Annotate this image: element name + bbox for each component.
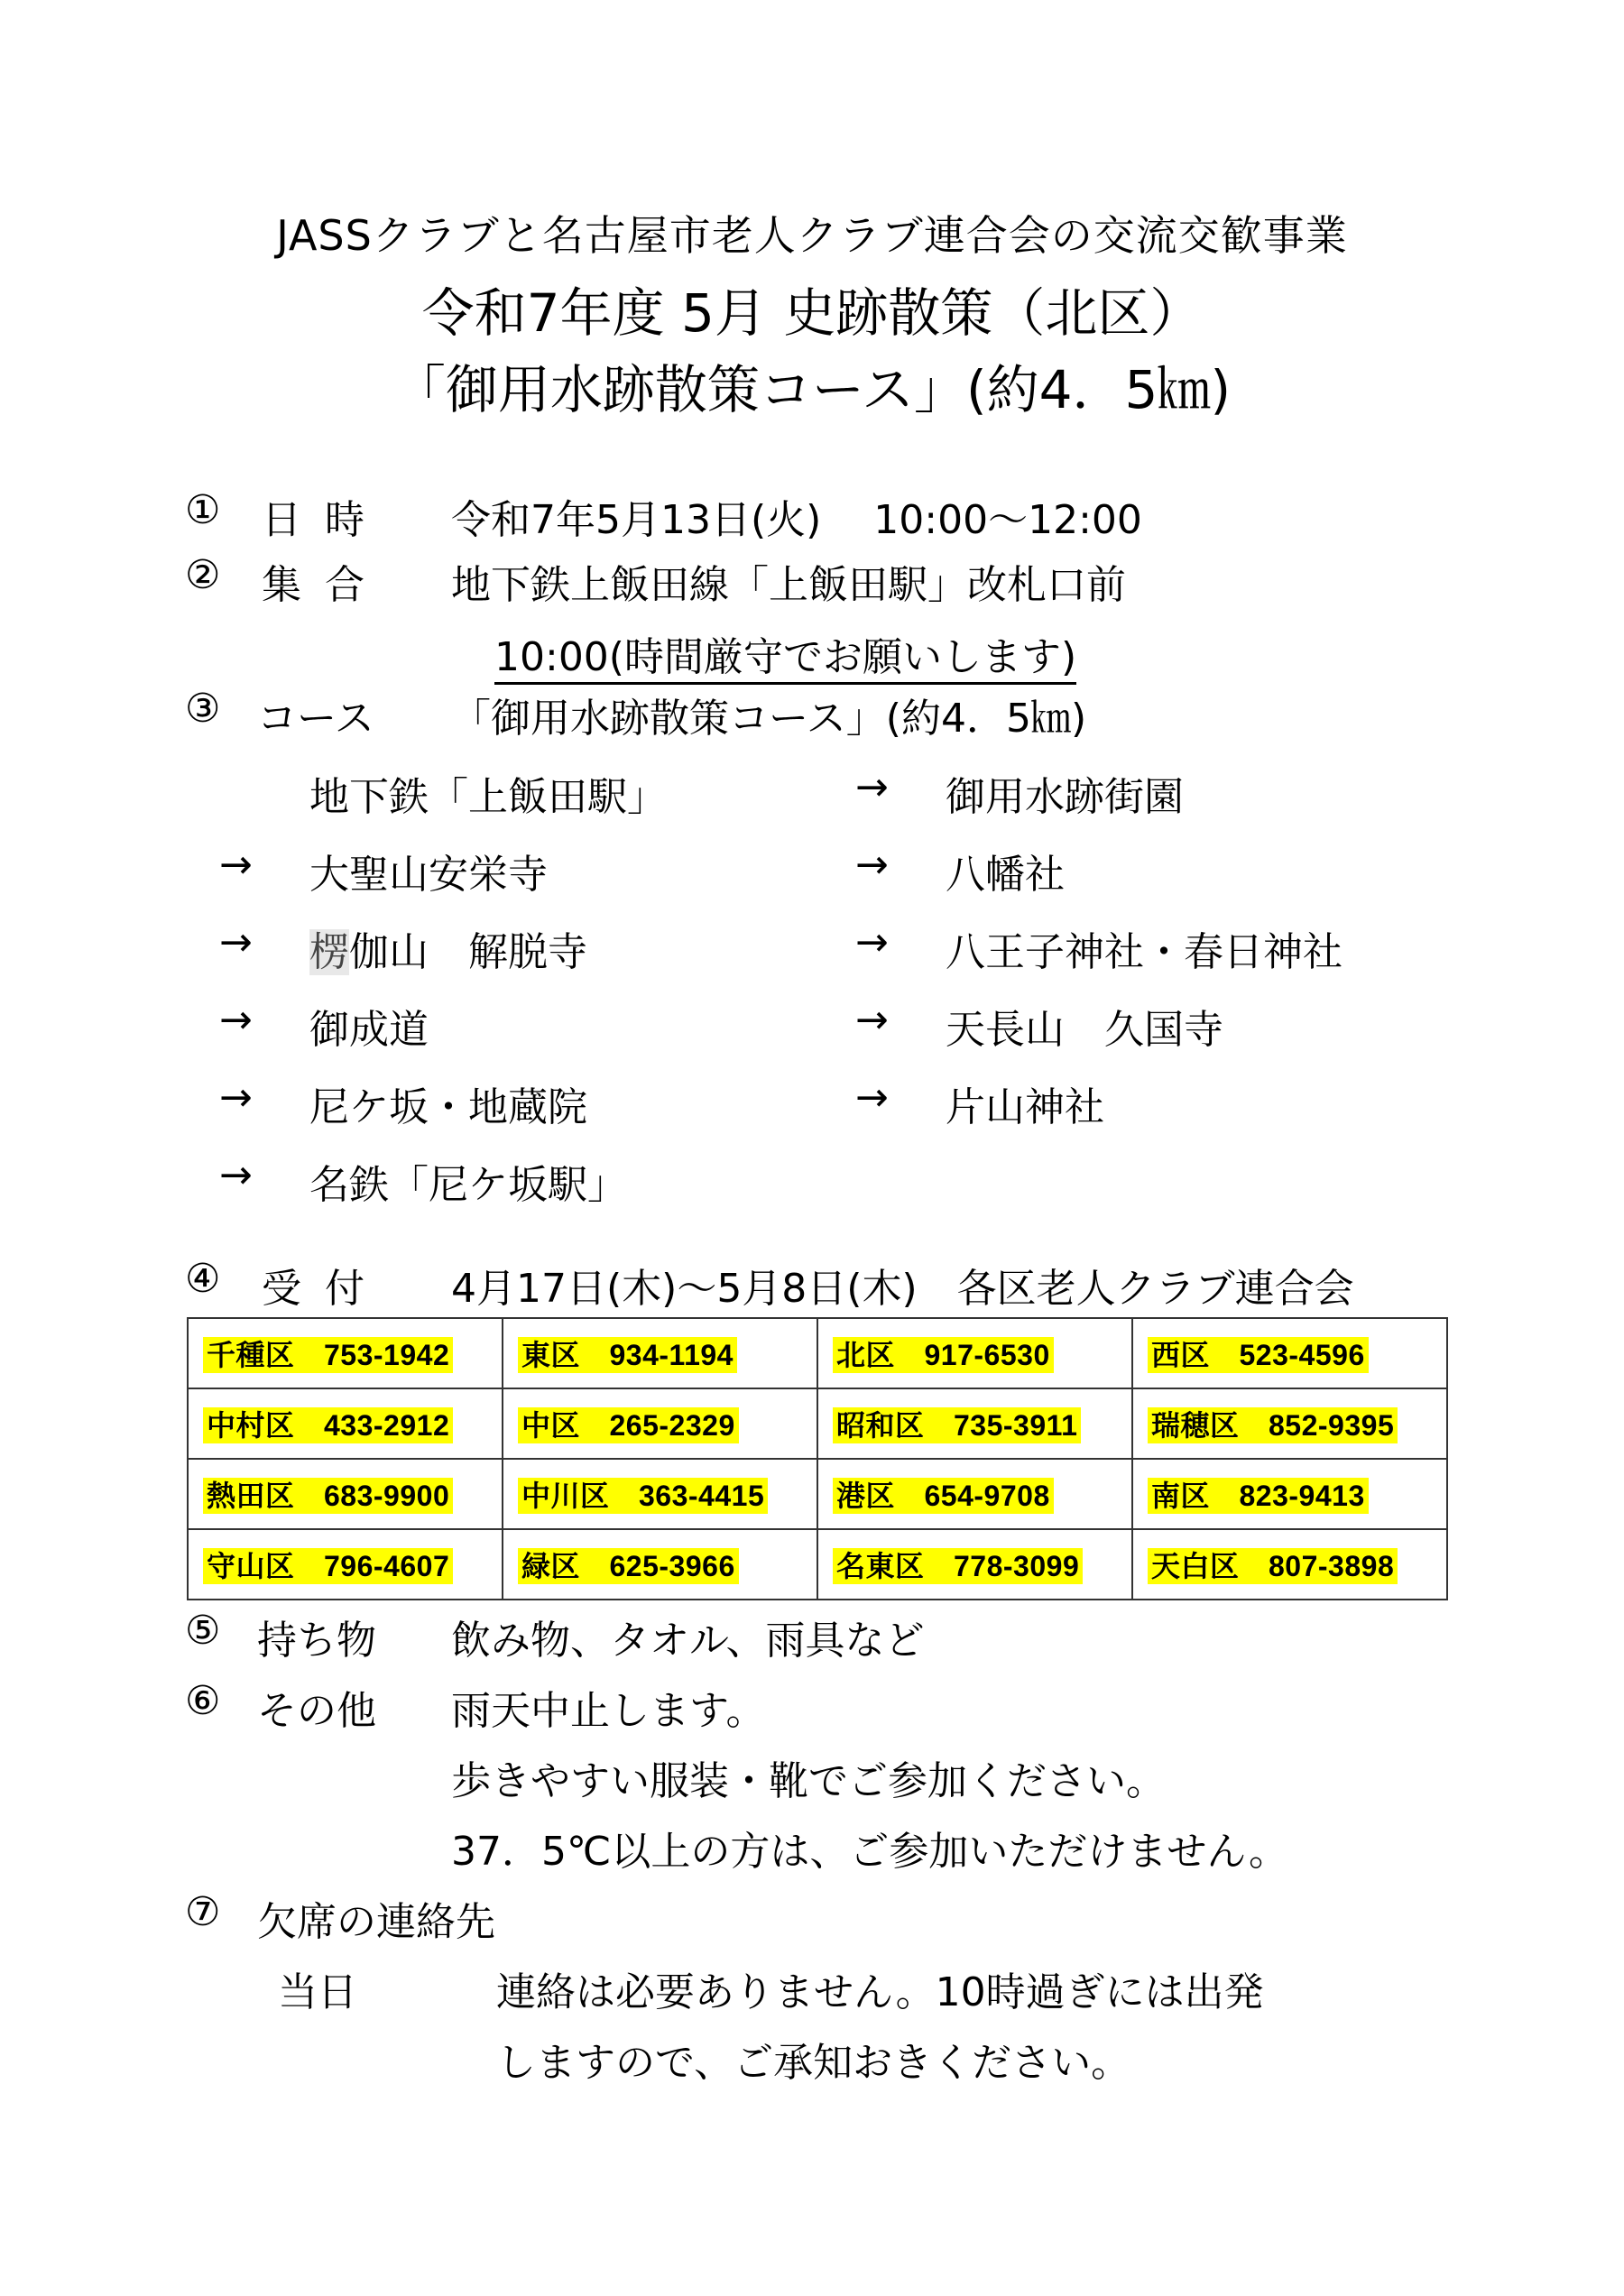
course-right-4: 天長山 久国寺 xyxy=(946,1007,1223,1053)
table-cell xyxy=(1132,1388,1447,1459)
course-left-2: 大聖山安栄寺 xyxy=(309,852,548,898)
course-right-5: 片山神社 xyxy=(946,1084,1104,1130)
section-2-label: 集 合 xyxy=(262,562,370,608)
table-row xyxy=(188,1318,1447,1388)
table-cell xyxy=(188,1388,503,1459)
office-entry: 瑞穂区 852-9395 xyxy=(1148,1407,1398,1443)
section-2-note: 10:00(時間厳守でお願いします) xyxy=(494,634,1076,685)
section-7-number: ⑦ xyxy=(185,1889,221,1935)
section-1-value: 令和7年5月13日(火) 10:00〜12:00 xyxy=(451,497,1142,543)
arrow-left-2: → xyxy=(219,842,253,888)
table-cell xyxy=(817,1459,1132,1529)
arrow-right-2: → xyxy=(855,842,889,888)
table-cell xyxy=(188,1529,503,1600)
event-subtitle: JASSクラブと名古屋市老人クラブ連合会の交流交歓事業 xyxy=(276,211,1348,260)
section-4-number: ④ xyxy=(185,1256,221,1302)
section-3-label: コース xyxy=(257,696,374,742)
office-entry: 西区 523-4596 xyxy=(1148,1337,1369,1373)
page-title: 令和7年度 5月 史跡散策（北区） xyxy=(421,282,1203,344)
table-cell xyxy=(503,1459,817,1529)
office-entry: 昭和区 735-3911 xyxy=(833,1407,1081,1443)
section-7-line-1: 連絡は必要ありません。10時過ぎには出発 xyxy=(496,1969,1264,2015)
office-entry: 天白区 807-3898 xyxy=(1148,1548,1398,1584)
section-7-line-2: しますので、ご承知おきください。 xyxy=(496,2040,1131,2086)
table-row xyxy=(188,1529,1447,1600)
table-cell xyxy=(817,1318,1132,1388)
table-cell xyxy=(503,1388,817,1459)
course-title: 「御用水跡散策コース」(約4．5㎞) xyxy=(392,359,1232,420)
section-1-number: ① xyxy=(185,487,221,533)
office-entry: 名東区 778-3099 xyxy=(833,1548,1083,1584)
course-left-3-text: 伽山 解脱寺 xyxy=(349,929,587,975)
table-cell xyxy=(1132,1459,1447,1529)
office-entry: 南区 823-9413 xyxy=(1148,1478,1369,1514)
course-left-5: 尼ケ坂・地蔵院 xyxy=(309,1084,587,1130)
course-left-3-prefix: 楞 xyxy=(309,929,349,975)
office-entry: 中区 265-2329 xyxy=(518,1407,739,1443)
section-1-label: 日 時 xyxy=(262,497,370,543)
arrow-left-6: → xyxy=(219,1152,253,1198)
section-6-line-3: 37．5℃以上の方は、ご参加いただけません。 xyxy=(451,1829,1289,1875)
office-entry: 熱田区 683-9900 xyxy=(203,1478,453,1514)
table-cell xyxy=(188,1318,503,1388)
office-entry: 東区 934-1194 xyxy=(518,1337,737,1373)
table-cell xyxy=(503,1318,817,1388)
office-entry: 北区 917-6530 xyxy=(833,1337,1054,1373)
course-left-4: 御成道 xyxy=(309,1007,429,1053)
course-right-1: 御用水跡街園 xyxy=(946,774,1184,820)
section-2-number: ② xyxy=(185,552,221,598)
section-5-value: 飲み物、タオル、雨具など xyxy=(451,1618,925,1664)
course-left-1: 地下鉄「上飯田駅」 xyxy=(309,774,667,820)
section-3-number: ③ xyxy=(185,686,221,732)
arrow-right-5: → xyxy=(855,1074,889,1120)
arrow-right-3: → xyxy=(855,919,889,965)
course-left-6: 名鉄「尼ケ坂駅」 xyxy=(309,1162,627,1208)
section-4-label: 受 付 xyxy=(262,1266,370,1312)
office-entry: 港区 654-9708 xyxy=(833,1478,1054,1514)
table-row xyxy=(188,1459,1447,1529)
arrow-right-1: → xyxy=(855,764,889,810)
arrow-left-4: → xyxy=(219,997,253,1043)
section-5-number: ⑤ xyxy=(185,1608,221,1654)
office-contact-table xyxy=(187,1317,1448,1600)
table-cell xyxy=(503,1529,817,1600)
table-cell xyxy=(817,1388,1132,1459)
arrow-left-5: → xyxy=(219,1074,253,1120)
section-3-value: 「御用水跡散策コース」(約4．5㎞) xyxy=(451,696,1087,742)
office-entry: 中川区 363-4415 xyxy=(518,1478,768,1514)
section-6-line-2: 歩きやすい服装・靴でご参加ください。 xyxy=(451,1758,1166,1804)
office-entry: 中村区 433-2912 xyxy=(203,1407,453,1443)
office-entry: 千種区 753-1942 xyxy=(203,1337,453,1373)
table-cell xyxy=(817,1529,1132,1600)
arrow-left-3: → xyxy=(219,919,253,965)
office-entry: 守山区 796-4607 xyxy=(203,1548,453,1584)
table-cell xyxy=(188,1459,503,1529)
arrow-right-4: → xyxy=(855,997,889,1043)
office-entry: 緑区 625-3966 xyxy=(518,1548,739,1584)
section-5-label: 持ち物 xyxy=(257,1618,376,1664)
table-cell xyxy=(1132,1529,1447,1600)
section-7-day-label: 当日 xyxy=(278,1969,357,2015)
course-right-3: 八王子神社・春日神社 xyxy=(946,929,1343,975)
section-6-line-1: 雨天中止します。 xyxy=(451,1688,766,1734)
table-cell xyxy=(1132,1318,1447,1388)
section-6-label: その他 xyxy=(257,1688,376,1734)
course-left-3 xyxy=(309,919,587,977)
section-2-value: 地下鉄上飯田線「上飯田駅」改札口前 xyxy=(451,562,1126,608)
section-7-label: 欠席の連絡先 xyxy=(257,1899,495,1945)
section-4-value: 4月17日(木)〜5月8日(木) 各区老人クラブ連合会 xyxy=(451,1266,1354,1312)
course-right-2: 八幡社 xyxy=(946,852,1065,898)
section-6-number: ⑥ xyxy=(185,1678,221,1724)
table-row xyxy=(188,1388,1447,1459)
